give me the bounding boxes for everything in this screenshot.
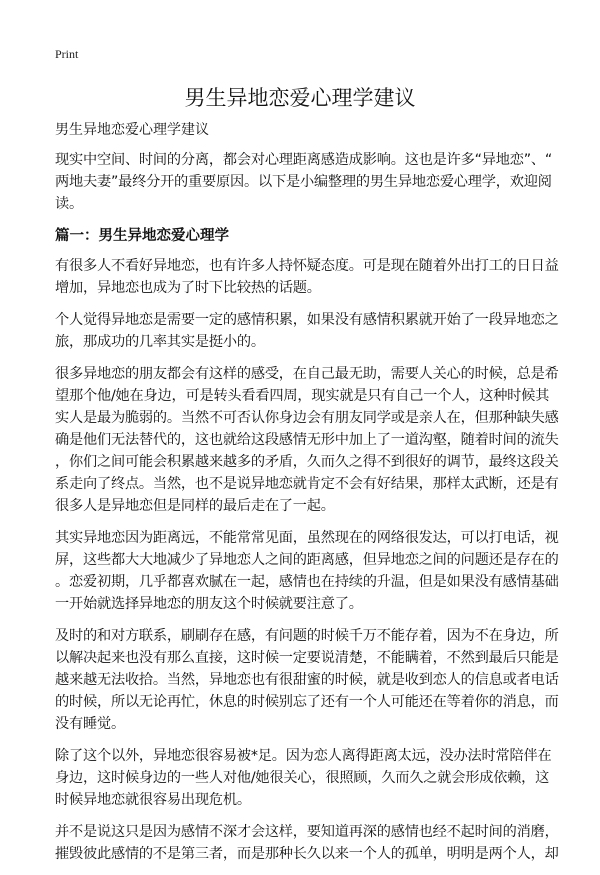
- article-body: [55, 119, 559, 875]
- body-paragraph: [55, 309, 559, 353]
- text-line: 增加，异地恋也成为了时下比较热的话题。: [55, 280, 321, 296]
- text-line: 旅，那成功的几率其实是挺小的。: [55, 334, 265, 350]
- text-line: 一开始就选择异地恋的朋友这个时候就要注意了。: [55, 596, 363, 612]
- text-line: 身边，这时候身边的一些人对他/她很关心，很照顾，久而久之就会形成依赖，这: [55, 770, 550, 786]
- intro-paragraph: [55, 149, 555, 215]
- text-line: 没有睡觉。: [55, 716, 125, 732]
- text-line: 。恋爱初期，几乎都喜欢腻在一起，感情也在持续的升温，但是如果没有感情基础: [55, 574, 559, 590]
- text-line: 有很多人不看好异地恋，也有许多人持怀疑态度。可是现在随着外出打工的日日益: [55, 258, 559, 274]
- article-subtitle: 男生异地恋爱心理学建议: [55, 122, 209, 138]
- body-paragraph: [55, 625, 559, 735]
- text-line: 系走向了终点。当然，也不是说异地恋就肯定不会有好结果，那样太武断，还是有: [55, 476, 559, 492]
- text-line: 并不是说这只是因为感情不深才会这样，要知道再深的感情也经不起时间的消磨，: [55, 824, 559, 840]
- text-line: 的时候，所以无论再忙，休息的时候别忘了还有一个人可能还在等着你的消息，而: [55, 694, 559, 710]
- text-line: 及时的和对方联系，刷刷存在感，有问题的时候千万不能存着，因为不在身边，所: [55, 628, 559, 644]
- body-paragraph: [55, 745, 555, 811]
- text-line: 读。: [55, 196, 83, 212]
- print-link[interactable]: Print: [55, 47, 79, 61]
- text-line: 其实异地恋因为距离远，不能常常见面，虽然现在的网络很发达，可以打电话，视: [55, 530, 559, 546]
- text-line: 越来越无法收拾。当然，异地恋也有很甜蜜的时候，就是收到恋人的信息或者电话: [55, 672, 559, 688]
- text-line: 个人觉得异地恋是需要一定的感情积累，如果没有感情积累就开始了一段异地恋之: [55, 312, 559, 328]
- text-line: 以解决起来也没有那么直接，这时候一定要说清楚，不能瞒着，不然到最后只能是: [55, 650, 559, 666]
- text-line: 很多人是异地恋但是同样的最后走在了一起。: [55, 498, 335, 514]
- body-paragraph: [55, 363, 559, 517]
- paragraphs: [55, 255, 559, 865]
- text-line: 屏，这些都大大地减少了异地恋人之间的距离感，但异地恋之间的问题还是存在的: [55, 552, 559, 568]
- text-line: 望那个他/她在身边，可是转头看看四周，现实就是只有自己一个人，这种时候其: [55, 388, 550, 404]
- body-paragraph: [55, 255, 559, 299]
- text-line: 实人是最为脆弱的。当然不可否认你身边会有朋友同学或是亲人在，但那种缺失感: [55, 410, 559, 426]
- text-line: 很多异地恋的朋友都会有这样的感受，在自己最无助，需要人关心的时候，总是希: [55, 366, 559, 382]
- text-line: 确是他们无法替代的，这也就给这段感情无形中加上了一道沟壑，随着时间的流失: [55, 432, 559, 448]
- text-line: 现实中空间、时间的分离，都会对心理距离感造成影响。这也是许多“异地恋”、“: [55, 152, 553, 168]
- text-line: 摧毁彼此感情的不是第三者，而是那种长久以来一个人的孤单，明明是两个人，却: [55, 846, 559, 862]
- text-line: ，你们之间可能会积累越来越多的矛盾，久而久之得不到很好的调节，最终这段关: [55, 454, 559, 470]
- section-heading: 篇一：男生异地恋爱心理学: [55, 228, 229, 244]
- text-line: 时候异地恋就很容易出现危机。: [55, 792, 251, 808]
- text-line: 除了这个以外，异地恋很容易被*足。因为恋人离得距离太远，没办法时常陪伴在: [55, 748, 552, 764]
- body-paragraph: [55, 527, 559, 615]
- text-line: 两地夫妻”最终分开的重要原因。以下是小编整理的男生异地恋爱心理学，欢迎阅: [55, 174, 552, 190]
- page-title: 男生异地恋爱心理学建议: [184, 86, 416, 110]
